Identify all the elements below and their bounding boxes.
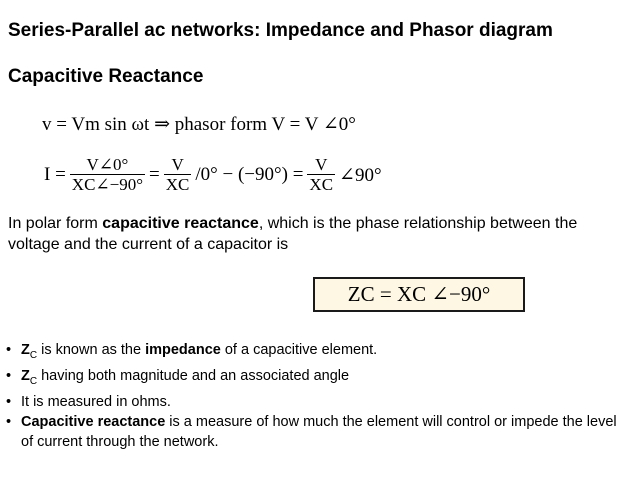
fraction-1 — [70, 156, 145, 194]
current-equation — [44, 150, 382, 200]
slide-title: Series-Parallel ac networks: Impedance and Phasor diagram — [8, 20, 553, 41]
bullet-text: having both magnitude and an associated angle — [37, 367, 350, 384]
bullet-lead: Z — [21, 367, 30, 384]
final-angle: ∠90° — [339, 164, 382, 186]
fraction-3-numerator: V — [315, 155, 328, 175]
phasor-equation-text: v = Vm sin ωt ⇒ phasor form V = V ∠0° — [42, 114, 356, 135]
paragraph-after: , which is the phase relationship between the voltage and the current of a capacitor is — [8, 215, 578, 253]
list-item — [6, 366, 632, 392]
bullet-dot: • — [6, 342, 12, 358]
bullet-lead: Capacitive reactance — [21, 413, 166, 430]
bullet-subscript: C — [29, 349, 38, 361]
angle-difference: /0° − (−90°) = — [195, 164, 304, 185]
paragraph-bold-term: capacitive reactance — [102, 215, 259, 232]
bullet-dot: • — [6, 413, 12, 430]
impedance-formula: ZC = XC ∠−90° — [347, 282, 491, 306]
current-lhs: I = — [44, 164, 66, 185]
list-item — [6, 392, 632, 412]
fraction-1-numerator: V∠0° — [86, 155, 129, 175]
phasor-equation — [42, 113, 356, 136]
bullet-bold: impedance — [145, 342, 221, 358]
bullet-text: It is measured in ohms. — [21, 393, 171, 410]
paragraph-before: In polar form — [8, 215, 103, 232]
list-item — [6, 412, 632, 452]
bullet-lead: Z — [21, 342, 30, 358]
fraction-1-denominator: XC∠−90° — [71, 175, 144, 194]
bullet-subscript: C — [29, 375, 38, 387]
fraction-3-denominator: XC — [309, 175, 334, 194]
list-item — [6, 340, 632, 366]
bullet-text: is known as the — [37, 342, 146, 358]
bullet-dot: • — [6, 367, 12, 384]
bullet-text: is a measure of how much the element will control or impede the level of current through the network. — [21, 413, 617, 450]
fraction-2-denominator: XC — [165, 175, 190, 194]
equals-sign: = — [149, 164, 160, 185]
polar-form-paragraph — [8, 213, 628, 255]
bullet-text-after: of a capacitive element. — [220, 342, 378, 358]
fraction-2 — [164, 156, 192, 194]
bullet-list — [6, 340, 632, 452]
slide-subtitle: Capacitive Reactance — [8, 66, 204, 87]
impedance-formula-box — [313, 277, 525, 312]
bullet-dot: • — [6, 393, 12, 410]
fraction-2-numerator: V — [171, 155, 184, 175]
fraction-3 — [307, 156, 335, 194]
